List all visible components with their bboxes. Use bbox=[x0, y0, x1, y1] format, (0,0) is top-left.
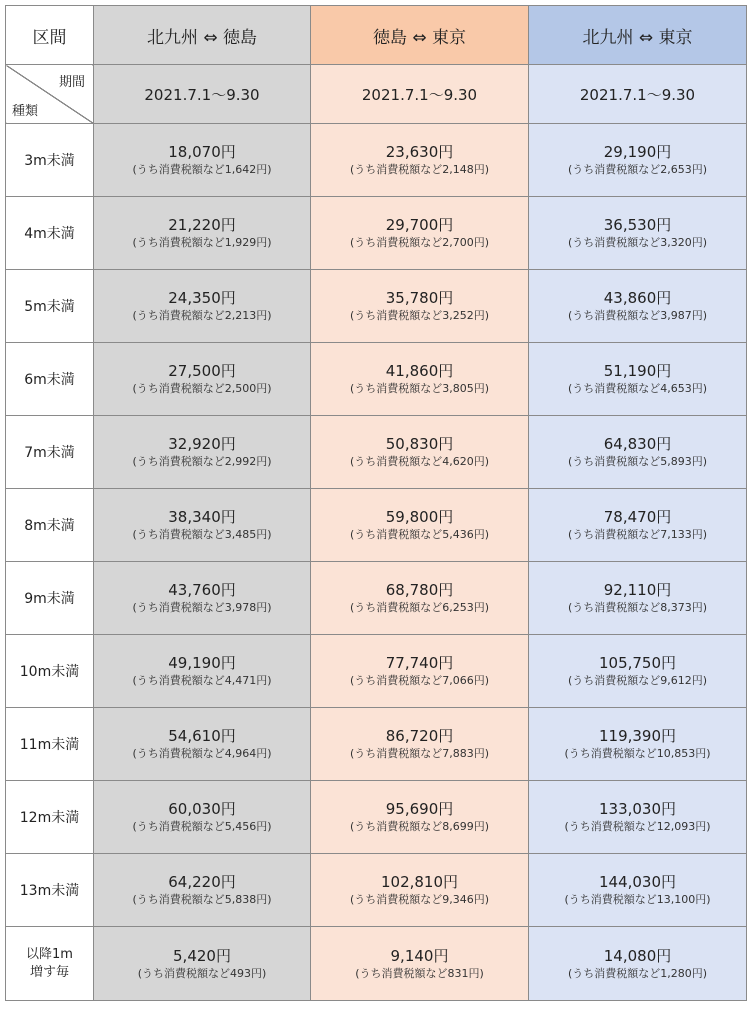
fare-cell bbox=[94, 489, 311, 562]
fare-price: 38,340円 bbox=[168, 508, 236, 526]
fare-price: 5,420円 bbox=[173, 946, 231, 965]
period-cell: 2021.7.1～9.30 bbox=[94, 65, 311, 124]
period-type-corner bbox=[6, 65, 94, 124]
fare-price: 78,470円 bbox=[603, 508, 672, 526]
fare-price: 133,030円 bbox=[598, 800, 677, 818]
header-corner: 区間 bbox=[6, 6, 94, 65]
fare-cell bbox=[529, 854, 747, 927]
fare-tax: (うち消費税額など2,500円) bbox=[132, 382, 272, 395]
row-label: 10m未満 bbox=[6, 635, 94, 708]
fare-price: 14,080円 bbox=[603, 946, 672, 965]
row-label: 7m未満 bbox=[6, 416, 94, 489]
fare-cell bbox=[94, 124, 311, 197]
fare-tax: (うち消費税額など9,612円) bbox=[567, 674, 708, 687]
fare-cell bbox=[529, 270, 747, 343]
fare-tax: (うち消費税額など831円) bbox=[355, 966, 484, 980]
fare-price: 51,190円 bbox=[603, 362, 672, 380]
row-label-line: 以降1m bbox=[26, 946, 73, 962]
fare-price: 18,070円 bbox=[168, 143, 236, 161]
fare-tax: (うち消費税額など10,853円) bbox=[564, 747, 711, 760]
fare-cell bbox=[311, 343, 529, 416]
row-label: 5m未満 bbox=[6, 270, 94, 343]
fare-table-container bbox=[5, 5, 746, 1015]
fare-price: 50,830円 bbox=[385, 435, 454, 453]
fare-price: 35,780円 bbox=[385, 289, 454, 307]
fare-tax: (うち消費税額など2,700円) bbox=[349, 236, 490, 249]
fare-tax: (うち消費税額など5,893円) bbox=[567, 455, 708, 468]
table-row bbox=[6, 124, 747, 197]
period-cell: 2021.7.1～9.30 bbox=[311, 65, 529, 124]
fare-cell bbox=[311, 489, 529, 562]
row-label: 9m未満 bbox=[6, 562, 94, 635]
fare-tax: (うち消費税額など9,346円) bbox=[349, 893, 490, 906]
fare-price: 64,220円 bbox=[168, 873, 236, 891]
fare-cell bbox=[529, 927, 747, 1001]
fare-price: 60,030円 bbox=[168, 800, 236, 818]
table-row bbox=[6, 854, 747, 927]
fare-cell bbox=[94, 854, 311, 927]
table-row bbox=[6, 197, 747, 270]
table-row bbox=[6, 635, 747, 708]
fare-price: 54,610円 bbox=[168, 727, 236, 745]
route-tokushima-tokyo: 徳島 ⇔ 東京 bbox=[311, 6, 529, 65]
fare-cell bbox=[94, 635, 311, 708]
fare-price: 86,720円 bbox=[385, 727, 454, 745]
fare-cell bbox=[94, 708, 311, 781]
period-label: 期間 bbox=[58, 75, 85, 90]
row-label: 4m未満 bbox=[6, 197, 94, 270]
fare-cell bbox=[529, 562, 747, 635]
fare-cell bbox=[529, 781, 747, 854]
fare-tax: (うち消費税額など1,929円) bbox=[132, 236, 272, 249]
fare-price: 32,920円 bbox=[168, 435, 236, 453]
fare-price: 24,350円 bbox=[168, 289, 236, 307]
fare-tax: (うち消費税額など7,066円) bbox=[349, 674, 490, 687]
fare-cell bbox=[529, 708, 747, 781]
fare-tax: (うち消費税額など3,485円) bbox=[132, 528, 272, 541]
fare-price: 43,760円 bbox=[168, 581, 236, 599]
route-kitakyushu-tokushima: 北九州 ⇔ 徳島 bbox=[94, 6, 311, 65]
row-label: 13m未満 bbox=[6, 854, 94, 927]
fare-cell bbox=[94, 343, 311, 416]
fare-price: 144,030円 bbox=[598, 873, 677, 891]
fare-cell bbox=[529, 124, 747, 197]
period-row bbox=[6, 65, 747, 124]
row-label: 11m未満 bbox=[6, 708, 94, 781]
fare-tax: (うち消費税額など5,838円) bbox=[132, 893, 272, 906]
fare-price: 29,190円 bbox=[603, 143, 672, 161]
fare-price: 64,830円 bbox=[603, 435, 672, 453]
table-row bbox=[6, 343, 747, 416]
fare-cell bbox=[529, 343, 747, 416]
fare-cell bbox=[311, 781, 529, 854]
fare-cell bbox=[94, 781, 311, 854]
fare-cell bbox=[529, 416, 747, 489]
fare-cell bbox=[94, 927, 311, 1001]
table-row bbox=[6, 270, 747, 343]
fare-cell bbox=[311, 197, 529, 270]
fare-tax: (うち消費税額など8,699円) bbox=[349, 820, 490, 833]
fare-price: 59,800円 bbox=[385, 508, 454, 526]
fare-tax: (うち消費税額など3,320円) bbox=[567, 236, 708, 249]
fare-cell bbox=[529, 197, 747, 270]
period-cell: 2021.7.1～9.30 bbox=[529, 65, 747, 124]
fare-tax: (うち消費税額など12,093円) bbox=[564, 820, 711, 833]
fare-cell bbox=[311, 708, 529, 781]
fare-cell bbox=[529, 489, 747, 562]
fare-tax: (うち消費税額など3,252円) bbox=[349, 309, 490, 322]
row-label: 6m未満 bbox=[6, 343, 94, 416]
fare-cell bbox=[311, 854, 529, 927]
fare-price: 68,780円 bbox=[385, 581, 454, 599]
fare-cell bbox=[529, 635, 747, 708]
fare-price: 92,110円 bbox=[603, 581, 672, 599]
table-row bbox=[6, 489, 747, 562]
fare-tax: (うち消費税額など5,456円) bbox=[132, 820, 272, 833]
fare-tax: (うち消費税額など7,133円) bbox=[567, 528, 708, 541]
fare-tax: (うち消費税額など4,964円) bbox=[132, 747, 272, 760]
fare-price: 119,390円 bbox=[598, 727, 677, 745]
fare-tax: (うち消費税額など3,805円) bbox=[349, 382, 490, 395]
fare-tax: (うち消費税額など3,978円) bbox=[132, 601, 272, 614]
fare-price: 41,860円 bbox=[385, 362, 454, 380]
fare-tax: (うち消費税額など4,471円) bbox=[132, 674, 272, 687]
route-kitakyushu-tokyo: 北九州 ⇔ 東京 bbox=[529, 6, 747, 65]
fare-tax: (うち消費税額など1,280円) bbox=[567, 966, 708, 980]
row-label bbox=[6, 927, 94, 1001]
fare-price: 105,750円 bbox=[598, 654, 677, 672]
table-row bbox=[6, 781, 747, 854]
fare-tax: (うち消費税額など4,653円) bbox=[567, 382, 708, 395]
fare-price: 43,860円 bbox=[603, 289, 672, 307]
fare-tax: (うち消費税額など8,373円) bbox=[567, 601, 708, 614]
fare-cell bbox=[94, 416, 311, 489]
fare-cell bbox=[311, 562, 529, 635]
fare-price: 95,690円 bbox=[385, 800, 454, 818]
row-label: 12m未満 bbox=[6, 781, 94, 854]
extra-row bbox=[6, 927, 747, 1001]
table-row bbox=[6, 416, 747, 489]
fare-tax: (うち消費税額など5,436円) bbox=[349, 528, 490, 541]
type-label: 種類 bbox=[12, 104, 39, 119]
fare-tax: (うち消費税額など493円) bbox=[137, 966, 267, 980]
fare-table bbox=[5, 5, 747, 1001]
fare-price: 102,810円 bbox=[380, 873, 459, 891]
fare-tax: (うち消費税額など7,883円) bbox=[349, 747, 490, 760]
fare-tax: (うち消費税額など2,992円) bbox=[132, 455, 272, 468]
fare-tax: (うち消費税額など6,253円) bbox=[349, 601, 490, 614]
fare-cell bbox=[94, 562, 311, 635]
fare-cell bbox=[311, 927, 529, 1001]
fare-price: 27,500円 bbox=[168, 362, 236, 380]
fare-tax: (うち消費税額など3,987円) bbox=[567, 309, 708, 322]
fare-tax: (うち消費税額など2,213円) bbox=[132, 309, 272, 322]
fare-price: 77,740円 bbox=[385, 654, 454, 672]
fare-price: 49,190円 bbox=[168, 654, 236, 672]
fare-cell bbox=[311, 416, 529, 489]
row-label-line: 増す毎 bbox=[29, 964, 69, 980]
fare-price: 29,700円 bbox=[385, 216, 454, 234]
fare-cell bbox=[311, 124, 529, 197]
fare-cell bbox=[311, 635, 529, 708]
fare-price: 9,140円 bbox=[390, 946, 449, 965]
fare-price: 36,530円 bbox=[603, 216, 672, 234]
fare-price: 21,220円 bbox=[168, 216, 236, 234]
row-label: 8m未満 bbox=[6, 489, 94, 562]
fare-cell bbox=[94, 270, 311, 343]
fare-tax: (うち消費税額など13,100円) bbox=[564, 893, 711, 906]
fare-price: 23,630円 bbox=[385, 143, 454, 161]
row-label: 3m未満 bbox=[6, 124, 94, 197]
fare-tax: (うち消費税額など1,642円) bbox=[132, 163, 272, 176]
table-row bbox=[6, 708, 747, 781]
header-row bbox=[6, 6, 747, 65]
fare-tax: (うち消費税額など2,653円) bbox=[567, 163, 708, 176]
table-row bbox=[6, 562, 747, 635]
fare-tax: (うち消費税額など2,148円) bbox=[349, 163, 490, 176]
fare-tax: (うち消費税額など4,620円) bbox=[349, 455, 490, 468]
fare-cell bbox=[94, 197, 311, 270]
fare-cell bbox=[311, 270, 529, 343]
